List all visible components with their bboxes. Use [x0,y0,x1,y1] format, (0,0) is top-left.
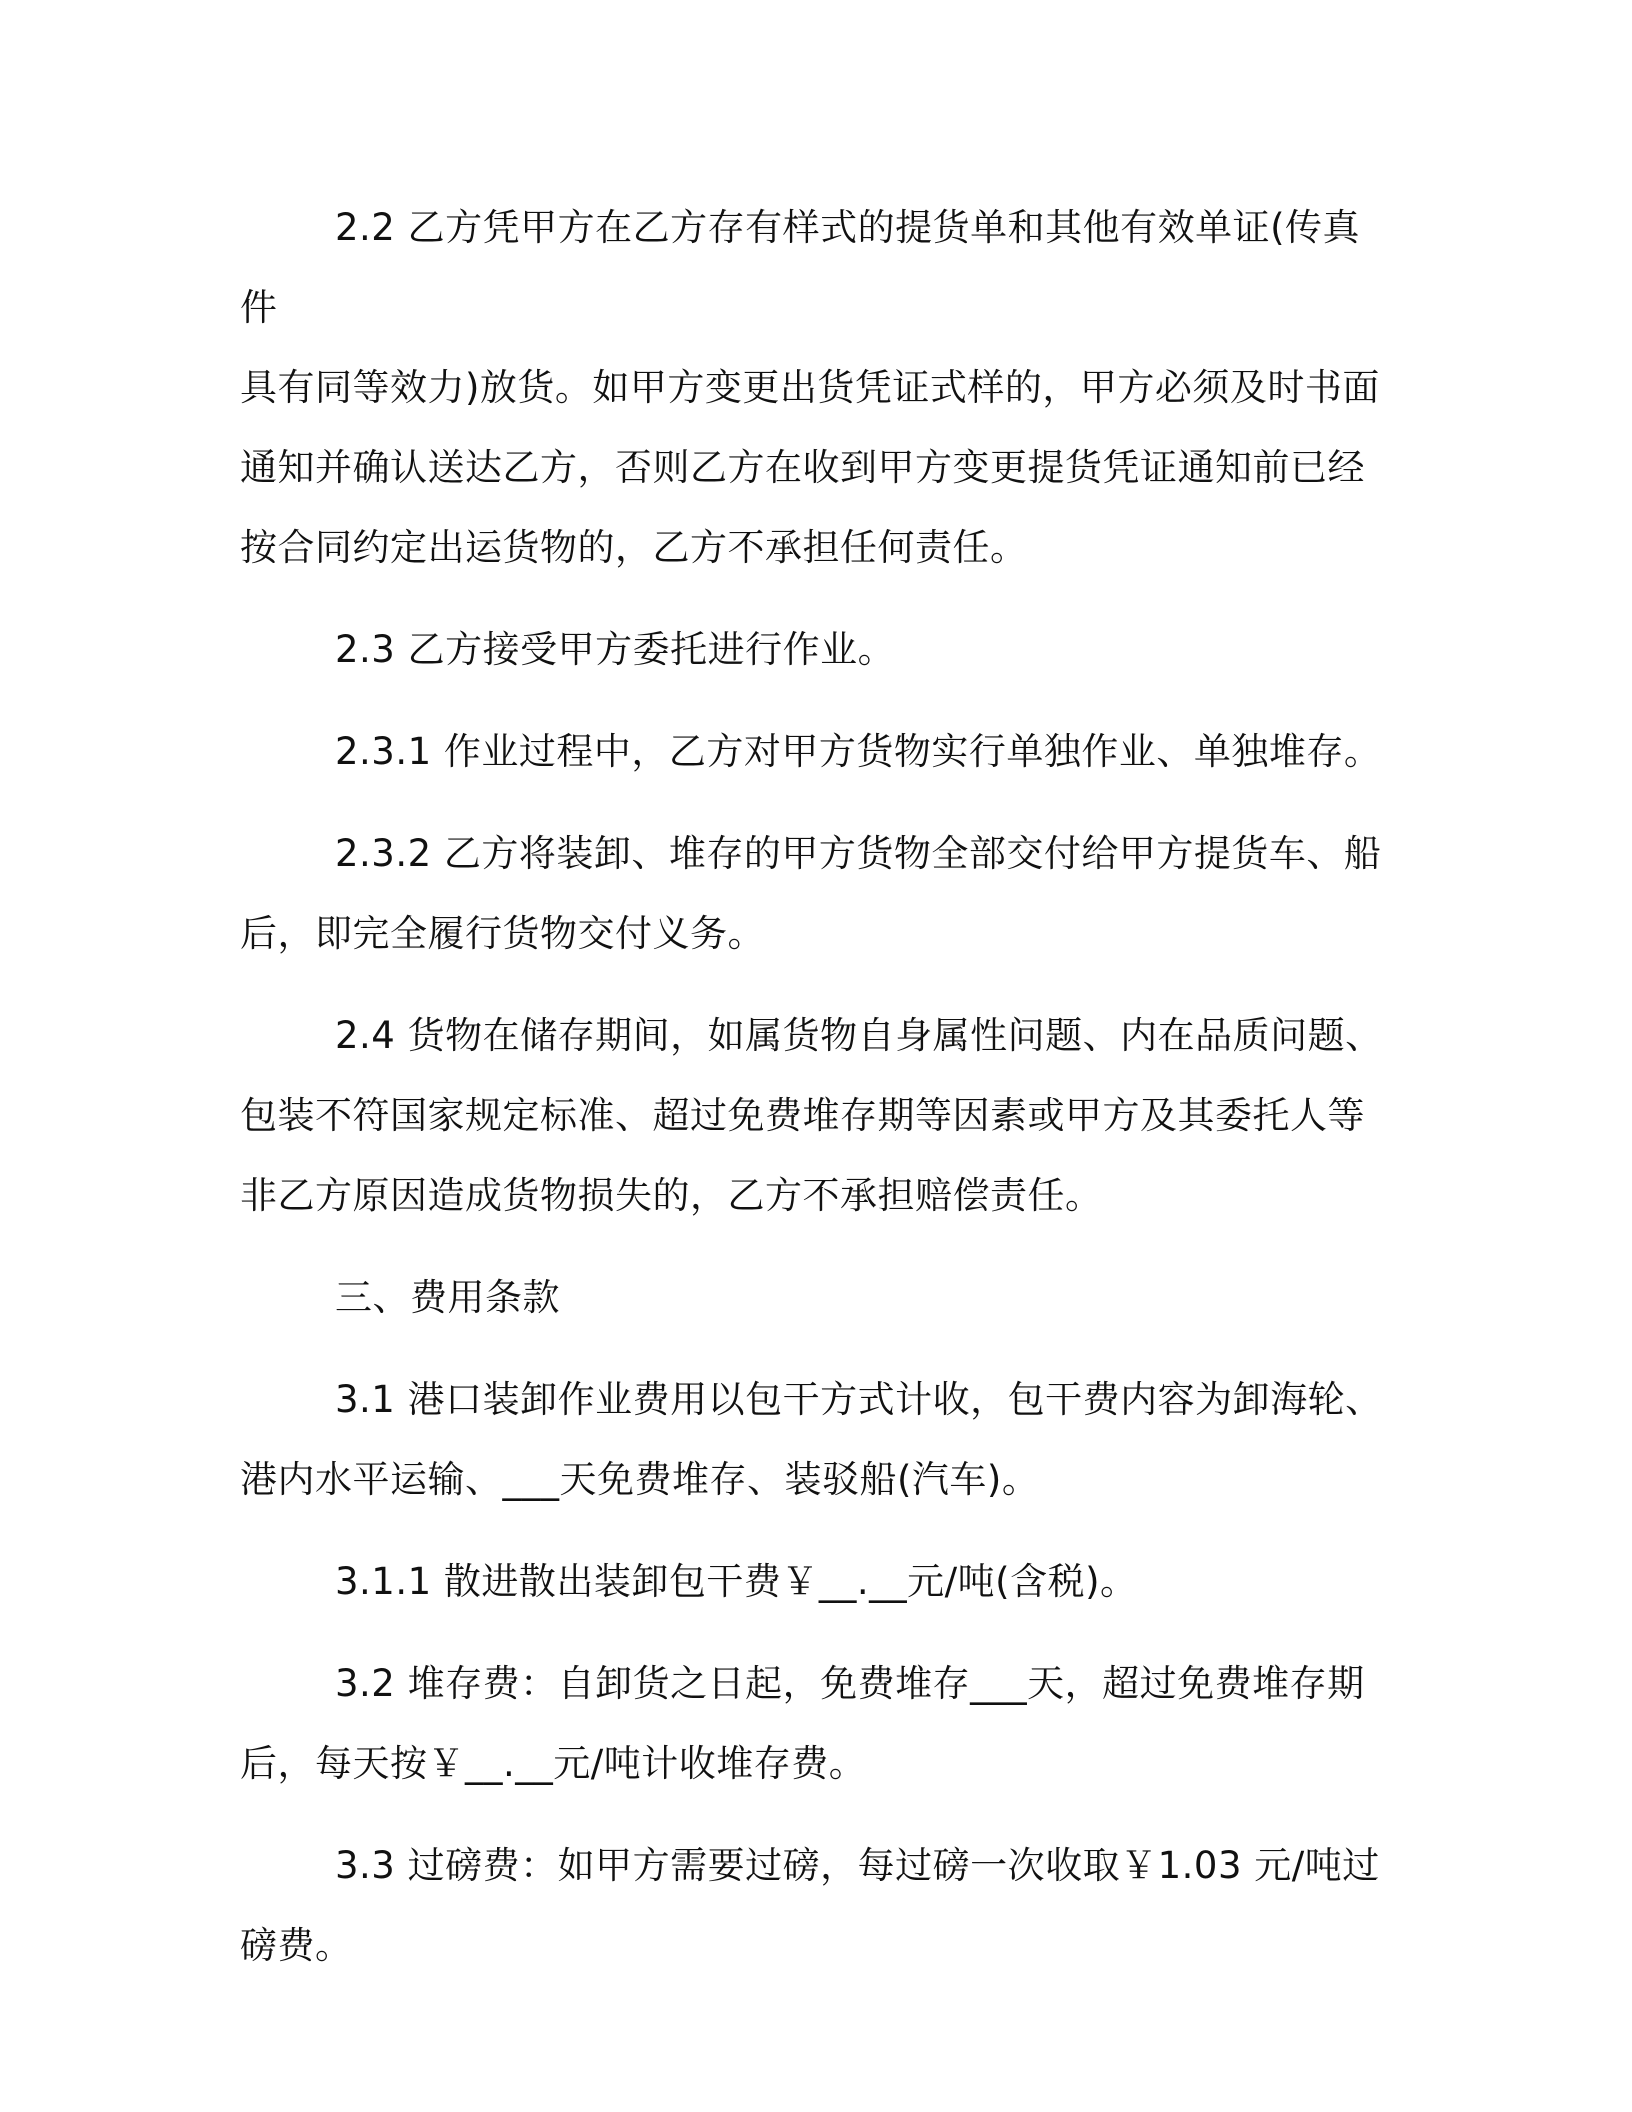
clause-3-2 [240,1644,1392,1804]
text-line: 按合同约定出运货物的，乙方不承担任何责任。 [240,526,1028,569]
clause-2-2 [240,188,1392,588]
text-line: 3.1.1 散进散出装卸包干费￥__.__元/吨(含税)。 [335,1560,1138,1603]
text-line: 2.2 乙方凭甲方在乙方存有样式的提货单和其他有效单证(传真件 [240,206,1361,329]
text-line: 磅费。 [240,1924,353,1967]
text-line: 非乙方原因造成货物损失的，乙方不承担赔偿责任。 [240,1174,1103,1217]
clause-2-4 [240,996,1392,1236]
clause-3-1 [240,1360,1392,1520]
clause-2-3-2 [240,814,1392,974]
text-line: 通知并确认送达乙方，否则乙方在收到甲方变更提货凭证通知前已经 [240,446,1365,489]
text-line: 2.4 货物在储存期间，如属货物自身属性问题、内在品质问题、 [335,1014,1383,1057]
document-body [240,188,1392,2008]
text-line: 后，即完全履行货物交付义务。 [240,912,765,955]
text-line: 3.2 堆存费：自卸货之日起，免费堆存___天，超过免费堆存期 [335,1662,1365,1705]
text-line: 具有同等效力)放货。如甲方变更出货凭证式样的，甲方必须及时书面 [240,366,1380,409]
clause-3-1-1 [240,1542,1392,1622]
clause-2-3-1 [240,712,1392,792]
text-line: 2.3.1 作业过程中，乙方对甲方货物实行单独作业、单独堆存。 [335,730,1382,773]
text-line: 港内水平运输、___天免费堆存、装驳船(汽车)。 [240,1458,1040,1501]
text-line: 2.3.2 乙方将装卸、堆存的甲方货物全部交付给甲方提货车、船 [335,832,1382,875]
section-title: 三、费用条款 [335,1276,560,1319]
text-line: 3.3 过磅费：如甲方需要过磅，每过磅一次收取￥1.03 元/吨过 [335,1844,1380,1887]
text-line: 2.3 乙方接受甲方委托进行作业。 [335,628,896,671]
text-line: 3.1 港口装卸作业费用以包干方式计收，包干费内容为卸海轮、 [335,1378,1383,1421]
clause-2-3 [240,610,1392,690]
text-line: 包装不符国家规定标准、超过免费堆存期等因素或甲方及其委托人等 [240,1094,1365,1137]
section-heading-3 [240,1258,1392,1338]
text-line: 后，每天按￥__.__元/吨计收堆存费。 [240,1742,867,1785]
clause-3-3 [240,1826,1392,1986]
